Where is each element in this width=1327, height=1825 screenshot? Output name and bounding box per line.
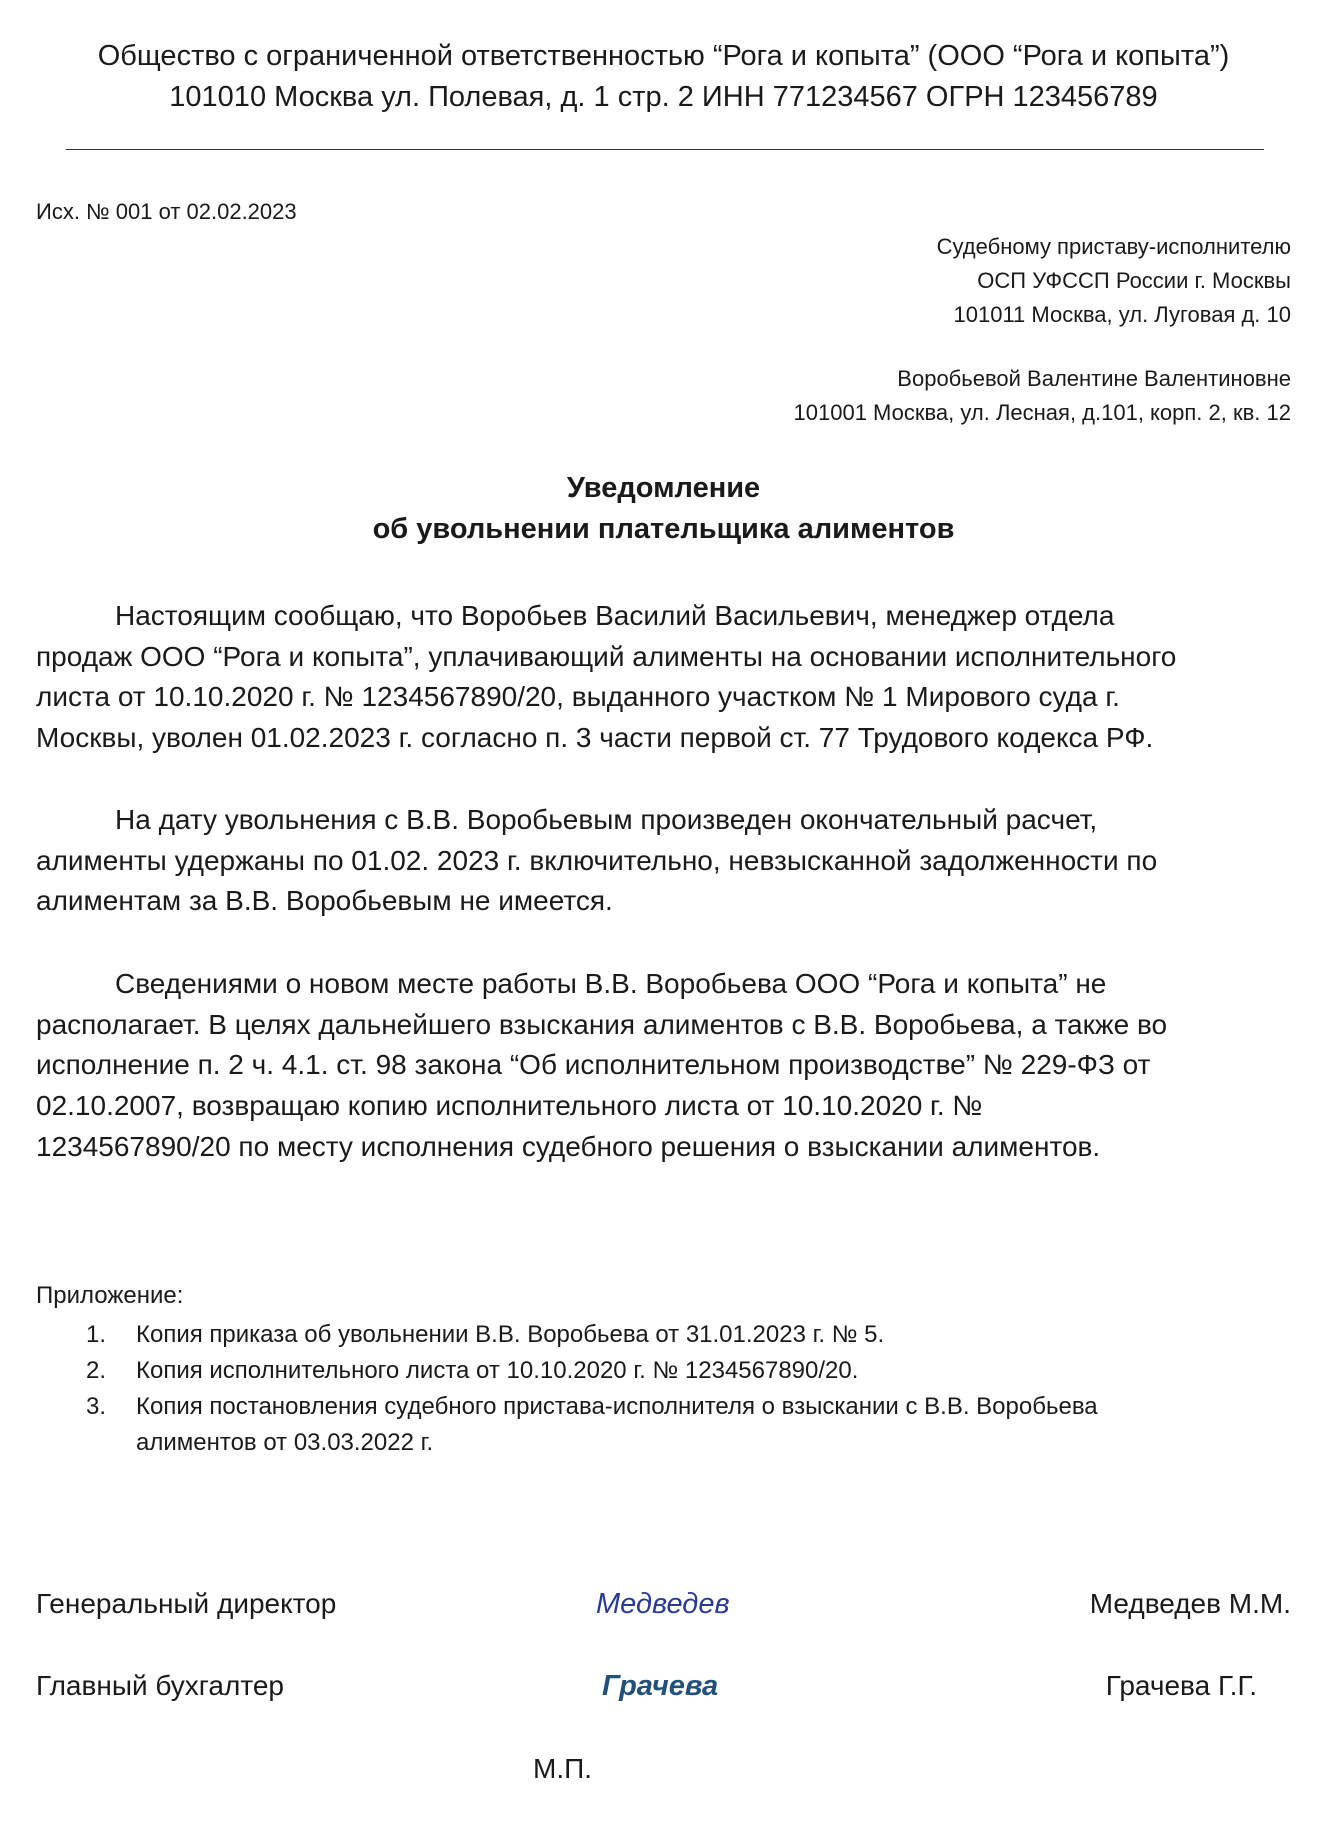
appendix-item-line: Копия исполнительного листа от 10.10.2020 г. № 1234567890/20. — [136, 1357, 859, 1384]
appendix-item-line: Копия постановления судебного пристава-исполнителя о взыскании с В.В. Воробьева — [136, 1393, 1098, 1420]
appendix-item-number: 3. — [86, 1393, 107, 1420]
handwritten-signature: Медведев — [596, 1588, 730, 1620]
company-name-line: Общество с ограниченной ответственностью “Рога и копыта” (ООО “Рога и копыта”) — [97, 40, 1230, 72]
appendix-list — [86, 1317, 1098, 1461]
appendix-item — [86, 1317, 1098, 1353]
paragraph-line: 1234567890/20 по месту исполнения судебного решения о взыскании алиментов. — [36, 1130, 1101, 1162]
appendix-item-text — [136, 1317, 884, 1353]
paragraph-line: 02.10.2007, возвращаю копию исполнительного листа от 10.10.2020 г. № — [36, 1090, 983, 1122]
title-line: Уведомление — [566, 472, 761, 504]
paragraph-line: располагает. В целях дальнейшего взыскания алиментов с В.В. Воробьева, а также во — [36, 1008, 1168, 1040]
document-title — [0, 468, 1327, 550]
signer-full-name: Медведев М.М. — [1089, 1588, 1291, 1619]
recipient-person-line: 101001 Москва, ул. Лесная, д.101, корп. 2, кв. 12 — [793, 400, 1291, 425]
signer-role: Генеральный директор — [36, 1588, 337, 1619]
paragraph-line: листа от 10.10.2020 г. № 1234567890/20, выданного участком № 1 Мирового суда г. — [36, 681, 1120, 713]
paragraph-line: Настоящим сообщаю, что Воробьев Василий Васильевич, менеджер отдела — [115, 600, 1115, 631]
recipient-person-block — [794, 362, 1291, 430]
company-address-line: 101010 Москва ул. Полевая, д. 1 стр. 2 ИНН 771234567 ОГРН 123456789 — [169, 81, 1158, 113]
appendix-item — [86, 1353, 1098, 1389]
paragraph-line: На дату увольнения с В.В. Воробьевым произведен окончательный расчет, — [115, 804, 1098, 835]
outgoing-reference: Исх. № 001 от 02.02.2023 — [36, 199, 297, 224]
recipient-bailiff-line: ОСП УФССП России г. Москвы — [977, 268, 1291, 293]
appendix-item-text — [136, 1389, 1098, 1461]
paragraph-line: Москвы, уволен 01.02.2023 г. согласно п. 3 части первой ст. 77 Трудового кодекса РФ. — [36, 722, 1154, 754]
paragraph-line: исполнение п. 2 ч. 4.1. ст. 98 закона “Об исполнительном производстве” № 229-ФЗ от — [36, 1049, 1151, 1081]
appendix-item-number: 1. — [86, 1321, 107, 1348]
recipient-person-line: Воробьевой Валентине Валентиновне — [897, 366, 1291, 391]
signer-full-name: Грачева Г.Г. — [1105, 1670, 1257, 1701]
header-divider — [66, 149, 1264, 150]
paragraph-line: алиментам за В.В. Воробьевым не имеется. — [36, 885, 613, 917]
stamp-placeholder: М.П. — [533, 1753, 593, 1784]
handwritten-signature: Грачева — [602, 1670, 719, 1702]
paragraph-line: Сведениями о новом месте работы В.В. Воробьева ООО “Рога и копыта” не — [115, 968, 1107, 999]
recipient-bailiff-block — [937, 230, 1291, 332]
appendix-item-text — [136, 1353, 858, 1389]
recipient-bailiff-line: Судебному приставу-исполнителю — [936, 234, 1291, 259]
appendix-item-line: Копия приказа об увольнении В.В. Воробьева от 31.01.2023 г. № 5. — [136, 1321, 885, 1348]
title-line: об увольнении плательщика алиментов — [372, 513, 955, 545]
appendix-item-number: 2. — [86, 1357, 107, 1384]
body-paragraph-1 — [36, 596, 1298, 759]
paragraph-line: алименты удержаны по 01.02. 2023 г. включительно, невзысканной задолженности по — [36, 844, 1158, 876]
company-header — [0, 36, 1327, 118]
signer-role: Главный бухгалтер — [36, 1670, 284, 1701]
appendix-item-line: алиментов от 03.03.2022 г. — [136, 1429, 434, 1456]
body-paragraph-2 — [36, 800, 1298, 922]
paragraph-line: продаж ООО “Рога и копыта”, уплачивающий алименты на основании исполнительного — [36, 640, 1177, 672]
appendix-label: Приложение: — [36, 1282, 184, 1309]
appendix-item — [86, 1389, 1098, 1461]
body-paragraph-3 — [36, 964, 1298, 1168]
recipient-bailiff-line: 101011 Москва, ул. Луговая д. 10 — [953, 302, 1291, 327]
